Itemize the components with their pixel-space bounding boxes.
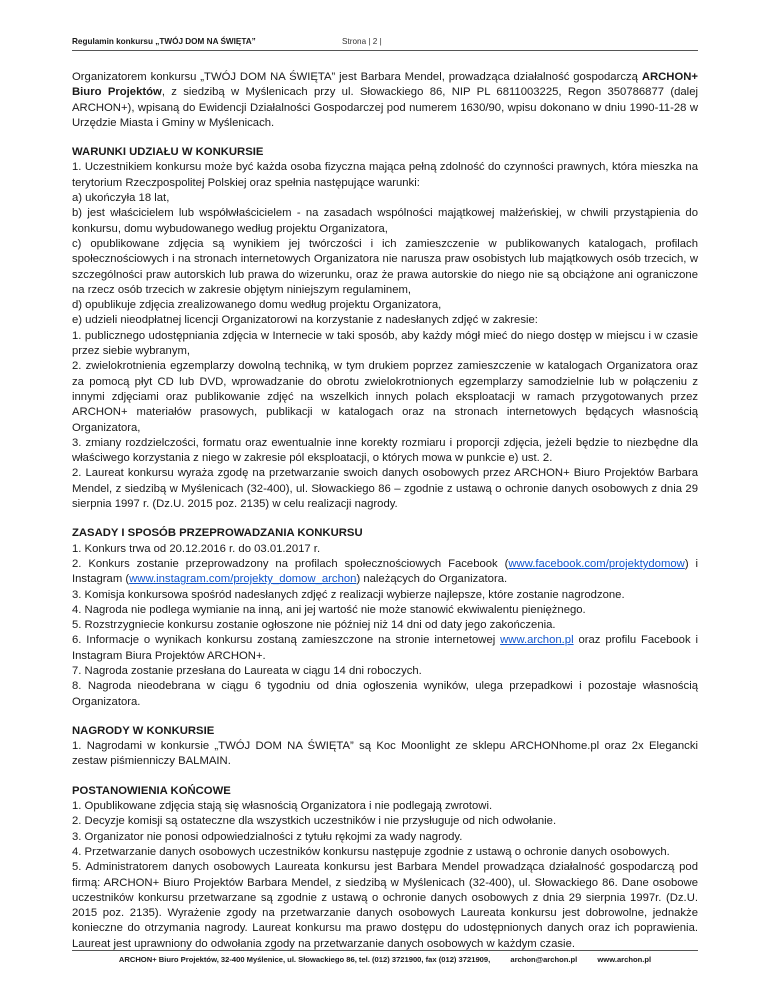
page-number: Strona | 2 | [342,37,382,46]
page-footer [72,950,698,964]
list-item: c) opublikowane zdjęcia są wynikiem jej twórczości i ich zamieszczenie w publikowanych katalogach, profilach społecznościowych i na stronach internetowych Organizatora nie narusza praw osobistych lub majątkowych osób trzecich, w szczególności praw autorskich lub prawa do wizerunku, oraz że prawa autorskie do niego nie są obciążone ani ograniczone na rzecz osób trzecich w zakresie objętym niniejszym regulaminem, [72,237,698,296]
company-name: ARCHON+ Biuro Projektów [72,71,698,99]
list-item: 6. Informacje o wynikach konkursu zostaną zamieszczone na stronie internetowej www.archon.pl oraz profilu Facebook i Instagram Biura Projektów ARCHON+. [72,634,698,662]
list-item: e) udzieli nieodpłatnej licencji Organizatorowi na korzystanie z nadesłanych zdjęć w zakresie: [72,314,538,327]
section-heading: ZASADY I SPOSÓB PRZEPROWADZANIA KONKURSU [72,527,363,540]
section-heading: WARUNKI UDZIAŁU W KONKURSIE [72,146,264,159]
list-item: 5. Administratorem danych osobowych Laureata konkursu jest Barbara Mendel prowadząca działalność gospodarczą pod firmą: ARCHON+ Biuro Projektów Barbara Mendel, z siedzibą w Myślenicach (32-400), ul. Słowackiego 86. Dane osobowe uczestników konkursu przetwarzane są zgodnie z ustawą o ochronie danych osobowych z dnia 29 sierpnia 1997r. (Dz.U. 2015 poz. 2135). Wyrażenie zgody na przetwarzanie danych osobowych Laureata konkursu jest dobrowolne, jednakże konieczne do otrzymania nagrody. Laureat konkursu ma prawo dostępu do udostępnionych danych oraz ich poprawienia. Laureat jest uprawniony do odwołania zgody na przetwarzanie danych osobowych w każdym czasie. [72,861,698,950]
list-item: d) opublikuje zdjęcia zrealizowanego domu według projektu Organizatora, [72,299,442,312]
section-warunki [72,145,698,512]
footer-address: ARCHON+ Biuro Projektów, 32-400 Myślenice, ul. Słowackiego 86, tel. (012) 3721900, fax (012) 3721909, [118,955,491,964]
header-title: Regulamin konkursu „TWÓJ DOM NA ŚWIĘTA” [72,37,256,46]
intro-paragraph: Organizatorem konkursu „TWÓJ DOM NA ŚWIĘTA” jest Barbara Mendel, prowadząca działalność gospodarczą ARCHON+ Biuro Projektów, z siedzibą w Myślenicach przy ul. Słowackiego 86, NIP PL 6811003225, Regon 350786877 (dalej ARCHON+), wpisaną do Ewidencji Działalności Gospodarczej pod numerem 1630/90, wpisu dokonano w dniu 1990-11-28 w Urzędzie Miasta i Gminy w Myślenicach. [72,71,698,129]
list-item: 1. Uczestnikiem konkursu może być każda osoba fizyczna mająca pełną zdolność do czynności prawnych, która mieszka na terytorium Rzeczpospolitej Polskiej oraz spełnia następujące warunki: [72,161,698,189]
section-heading: NAGRODY W KONKURSIE [72,724,215,737]
page-header [72,36,698,51]
facebook-link[interactable]: www.facebook.com/projektydomow [508,557,685,570]
list-item: 2. Konkurs zostanie przeprowadzony na profilach społecznościowych Facebook (www.facebook.com/projektydomow) i Instagram (www.instagram.com/projekty_domow_archon) należących do Organizatora. [72,557,698,586]
section-nagrody [72,724,698,770]
list-item: 7. Nagroda zostanie przesłana do Laureata w ciągu 14 dni roboczych. [72,664,422,677]
list-item: 3. Komisja konkursowa spośród nadesłanych zdjęć z realizacji wybierze najlepsze, które zostanie nagrodzone. [72,588,625,601]
list-item: 4. Nagroda nie podlega wymianie na inną, ani jej wartość nie może stanowić ekwiwalentu pieniężnego. [72,603,586,616]
list-item: b) jest właścicielem lub współwłaścicielem - na zasadach wspólności majątkowej małżeńskiej, w chwili przystąpienia do konkursu, domu wybudowanego według projektu Organizatora, [72,207,698,235]
archon-website-link[interactable]: www.archon.pl [500,634,574,647]
list-item: 2. zwielokrotnienia egzemplarzy dowolną techniką, w tym drukiem poprzez zamieszczenie w katalogach Organizatora oraz za pomocą płyt CD lub DVD, wprowadzanie do obrotu zwielokrotnionych egzemplarzy samodzielnie lub w połączeniu z innymi zdjęciami oraz publikowanie zdjęć na wszelkich innych polach eksploatacji w ramach przygotowanych przez ARCHON+ materiałów prasowych, publikacji w katalogach oraz na stronach internetowych będących własnością Organizatora, [72,360,698,434]
section-zasady [72,526,698,710]
footer-website: www.archon.pl [597,955,652,964]
section-postanowienia [72,784,698,952]
list-item: 1. Opublikowane zdjęcia stają się własnością Organizatora i nie podlegają zwrotowi. [72,800,493,813]
list-item: 1. Konkurs trwa od 20.12.2016 r. do 03.01.2017 r. [72,542,321,555]
list-item: 2. Laureat konkursu wyraża zgodę na przetwarzanie swoich danych osobowych przez ARCHON+ Biuro Projektów Barbara Mendel, z siedzibą w Myślenicach (32-400), ul. Słowackiego 86 – zgodnie z ustawą o ochronie danych osobowych z dnia 29 sierpnia 1997 r. (Dz.U. 2015 poz. 2135) w celu realizacji nagrody. [72,467,698,511]
list-item: a) ukończyła 18 lat, [72,192,170,205]
document-body [72,70,698,966]
list-item: 1. publicznego udostępniania zdjęcia w Internecie w taki sposób, aby każdy mógł mieć do niego dostęp w miejscu i w czasie przez siebie wybranym, [72,329,698,358]
list-item: 4. Przetwarzanie danych osobowych uczestników konkursu następuje zgodnie z ustawą o ochronie danych osobowych. [72,845,670,858]
instagram-link[interactable]: www.instagram.com/projekty_domow_archon [129,573,357,586]
section-heading: POSTANOWIENIA KOŃCOWE [72,784,231,797]
footer-email: archon@archon.pl [510,955,578,964]
list-item: 1. Nagrodami w konkursie „TWÓJ DOM NA ŚWIĘTA” są Koc Moonlight ze sklepu ARCHONhome.pl oraz 2x Elegancki zestaw piśmienniczy BALMAIN. [72,740,698,768]
list-item: 2. Decyzje komisji są ostateczne dla wszystkich uczestników i nie przysługuje od nich odwołanie. [72,815,557,828]
list-item: 3. Organizator nie ponosi odpowiedzialności z tytułu rękojmi za wady nagrody. [72,830,463,843]
list-item: 5. Rozstrzygniecie konkursu zostanie ogłoszone nie później niż 14 dni od daty jego zakończenia. [72,619,556,632]
list-item: 8. Nagroda nieodebrana w ciągu 6 tygodniu od dnia ogłoszenia wyników, ulega przepadkowi i pozostaje własnością Organizatora. [72,680,698,708]
list-item: 3. zmiany rozdzielczości, formatu oraz ewentualnie inne korekty rozmiaru i proporcji zdjęcia, jeżeli będzie to niezbędne dla właściwego korzystania z niego w zakresie pól eksploatacji, o których mowa w punkcie e) ust. 2. [72,436,698,465]
